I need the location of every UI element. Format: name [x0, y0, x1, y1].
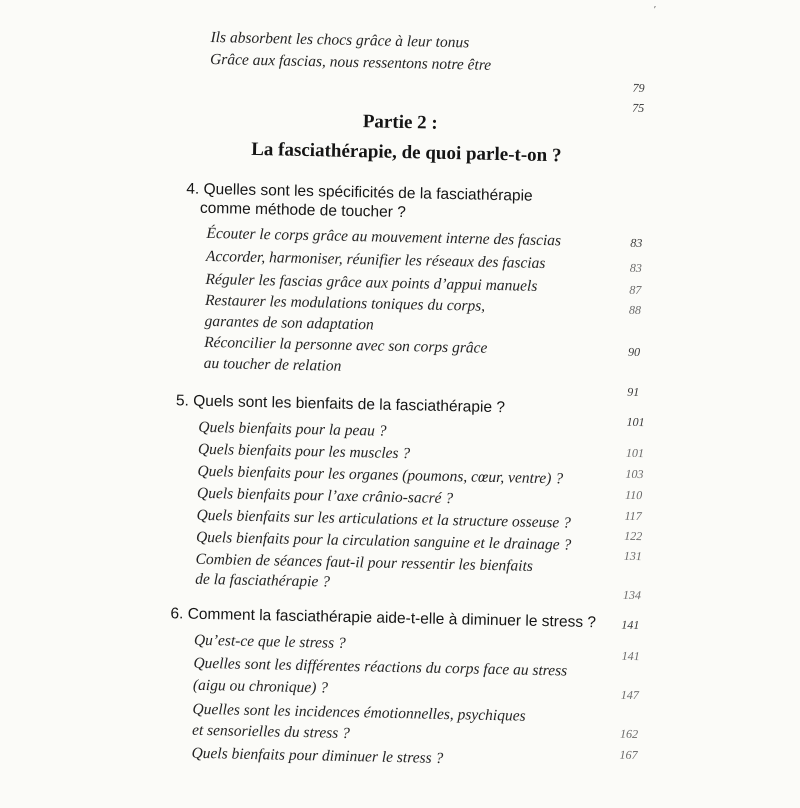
chapter-5-item-page: 117	[624, 508, 642, 524]
page-corner-mark: ʼ	[653, 5, 657, 17]
chapter-6-item: et sensorielles du stress ?	[191, 721, 351, 743]
chapter-6-title: 6. Comment la fasciathérapie aide-t-elle à diminuer le stress ?	[170, 605, 597, 632]
chapter-5-item: Quels bienfaits pour la peau ?	[198, 418, 387, 440]
chapter-5-item: Quels bienfaits pour les muscles ?	[197, 440, 411, 463]
chapter-5-item-page: 122	[624, 528, 643, 544]
chapter-5-page: 101	[626, 414, 645, 430]
chapter-6-item: Qu’est-ce que le stress ?	[193, 631, 346, 652]
chapter-4-item-page: 88	[628, 302, 642, 318]
chapter-5-item: Combien de séances faut-il pour ressentir les bienfaits	[195, 550, 534, 575]
part-title: Partie 2 :	[362, 111, 438, 134]
chapter-4-item: Écouter le corps grâce au mouvement interne des fascias	[206, 224, 562, 250]
chapter-4-end-page: 91	[627, 384, 640, 400]
chapter-5-title: 5. Quels sont les bienfaits de la fasciathérapie ?	[175, 392, 506, 417]
chapter-5-item: de la fasciathérapie ?	[195, 570, 331, 591]
chapter-5-item-page: 134	[622, 587, 642, 603]
chapter-6-page: 141	[621, 617, 640, 633]
chapter-5-item: Quels bienfaits pour les organes (poumons, cœur, ventre) ?	[197, 462, 564, 488]
chapter-4-title-line-2: comme méthode de toucher ?	[199, 199, 407, 222]
chapter-4-item-page: 87	[629, 282, 642, 298]
intro-line-1: Ils absorbent les chocs grâce à leur tonus	[210, 28, 470, 52]
chapter-6-item-page: 167	[619, 747, 638, 763]
chapter-4-item: garantes de son adaptation	[204, 312, 374, 334]
intro-page-2: 75	[632, 100, 645, 116]
chapter-4-item: Accorder, harmoniser, réunifier les réseaux des fascias	[205, 247, 546, 273]
chapter-5-item: Quels bienfaits sur les articulations et la structure osseuse ?	[196, 506, 572, 532]
chapter-5-item-page: 110	[624, 487, 643, 503]
chapter-4-item: Réguler les fascias grâce aux points d’appui manuels	[205, 270, 538, 295]
chapter-4-item: au toucher de relation	[203, 354, 342, 375]
chapter-4-item: Restaurer les modulations toniques du corps,	[204, 291, 486, 315]
intro-line-2: Grâce aux fascias, nous ressentons notre être	[209, 50, 492, 74]
chapter-6-item: Quels bienfaits pour diminuer le stress ?	[191, 744, 444, 767]
chapter-4-item-page: 83	[629, 260, 642, 276]
chapter-5-item-page: 131	[623, 548, 642, 564]
chapter-5-item: Quels bienfaits pour la circulation sanguine et le drainage ?	[195, 528, 572, 554]
intro-page-1: 79	[632, 80, 645, 96]
chapter-5-item: Quels bienfaits pour l’axe crânio-sacré ?	[196, 484, 454, 508]
chapter-4-item-page: 90	[627, 344, 641, 360]
chapter-4-item: Réconcilier la personne avec son corps grâce	[203, 333, 488, 357]
chapter-6-item: Quelles sont les différentes réactions du corps face au stress	[193, 654, 568, 680]
chapter-4-item-page: 83	[630, 235, 643, 251]
chapter-6-item-page: 141	[621, 648, 640, 664]
chapter-6-item-page: 147	[620, 687, 640, 703]
chapter-5-item-page: 103	[625, 466, 644, 482]
chapter-6-item: Quelles sont les incidences émotionnelles, psychiques	[192, 700, 526, 725]
chapter-6-item: (aigu ou chronique) ?	[192, 676, 329, 697]
chapter-4-title-line-1: 4. Quelles sont les spécificités de la fasciathérapie	[186, 180, 533, 205]
chapter-5-item-page: 101	[625, 445, 645, 461]
part-subtitle: La fasciathérapie, de quoi parle-t-on ?	[250, 138, 562, 167]
chapter-6-item-page: 162	[619, 726, 639, 742]
